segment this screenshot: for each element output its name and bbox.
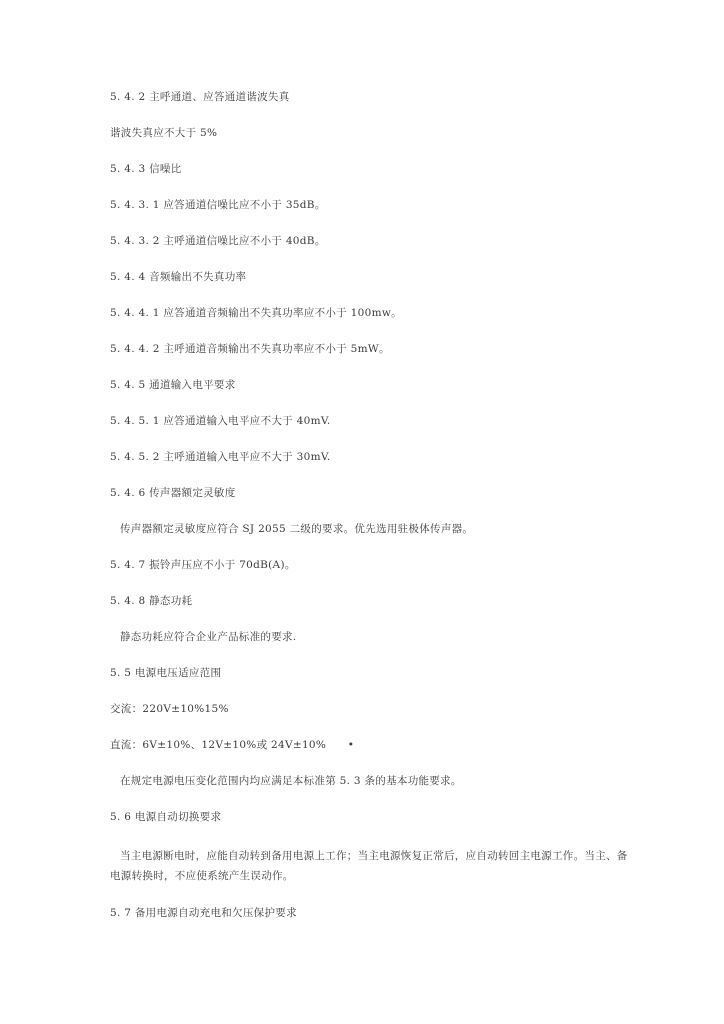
- clause-5-4-7: 5. 4. 7 振铃声压应不小于 70dB(A)。: [110, 559, 296, 571]
- paragraph-voltage-range: 在规定电源电压变化范围内均应满足本标准第 5. 3 条的基本功能要求。: [120, 775, 462, 787]
- heading-5-5: 5. 5 电源电压适应范围: [110, 667, 222, 679]
- paragraph-microphone: 传声器额定灵敏度应符合 SJ 2055 二级的要求。优先选用驻极体传声器。: [120, 523, 474, 535]
- clause-5-4-3-2: 5. 4. 3. 2 主呼通道信噪比应不小于 40dB。: [110, 235, 326, 247]
- clause-5-4-5-1: 5. 4. 5. 1 应答通道输入电平应不大于 40mV.: [110, 415, 331, 427]
- heading-5-4-8: 5. 4. 8 静态功耗: [110, 595, 193, 607]
- heading-5-6: 5. 6 电源自动切换要求: [110, 811, 222, 823]
- clause-5-4-5-2: 5. 4. 5. 2 主呼通道输入电平应不大于 30mV.: [110, 451, 331, 463]
- paragraph-ac: 交流：220V±10%15%: [110, 703, 229, 715]
- heading-5-4-5: 5. 4. 5 通道输入电平要求: [110, 379, 236, 391]
- paragraph-dc: 直流：6V±10%、12V±10%或 24V±10% •: [110, 739, 355, 751]
- heading-5-4-6: 5. 4. 6 传声器额定灵敏度: [110, 487, 236, 499]
- heading-5-4-4: 5. 4. 4 音频输出不失真功率: [110, 271, 247, 283]
- paragraph-static-power: 静态功耗应符合企业产品标准的要求.: [120, 631, 297, 643]
- clause-5-4-4-1: 5. 4. 4. 1 应答通道音频输出不失真功率应不小于 100mw。: [110, 307, 402, 319]
- clause-5-4-3-1: 5. 4. 3. 1 应答通道信噪比应不小于 35dB。: [110, 199, 326, 211]
- clause-5-4-4-2: 5. 4. 4. 2 主呼通道音频输出不失真功率应不小于 5mW。: [110, 343, 390, 355]
- heading-5-7: 5. 7 备用电源自动充电和欠压保护要求: [110, 907, 297, 919]
- heading-5-4-3: 5. 4. 3 信噪比: [110, 163, 182, 175]
- paragraph-distortion: 谐波失真应不大于 5%: [110, 127, 218, 139]
- heading-5-4-2: 5. 4. 2 主呼通道、应答通道谐波失真: [110, 91, 290, 103]
- paragraph-power-switch: 当主电源断电时，应能自动转到备用电源上工作；当主电源恢复正常后，应自动转回主电源工作。当主、备电源转换时，不应使系统产生误动作。: [110, 850, 628, 882]
